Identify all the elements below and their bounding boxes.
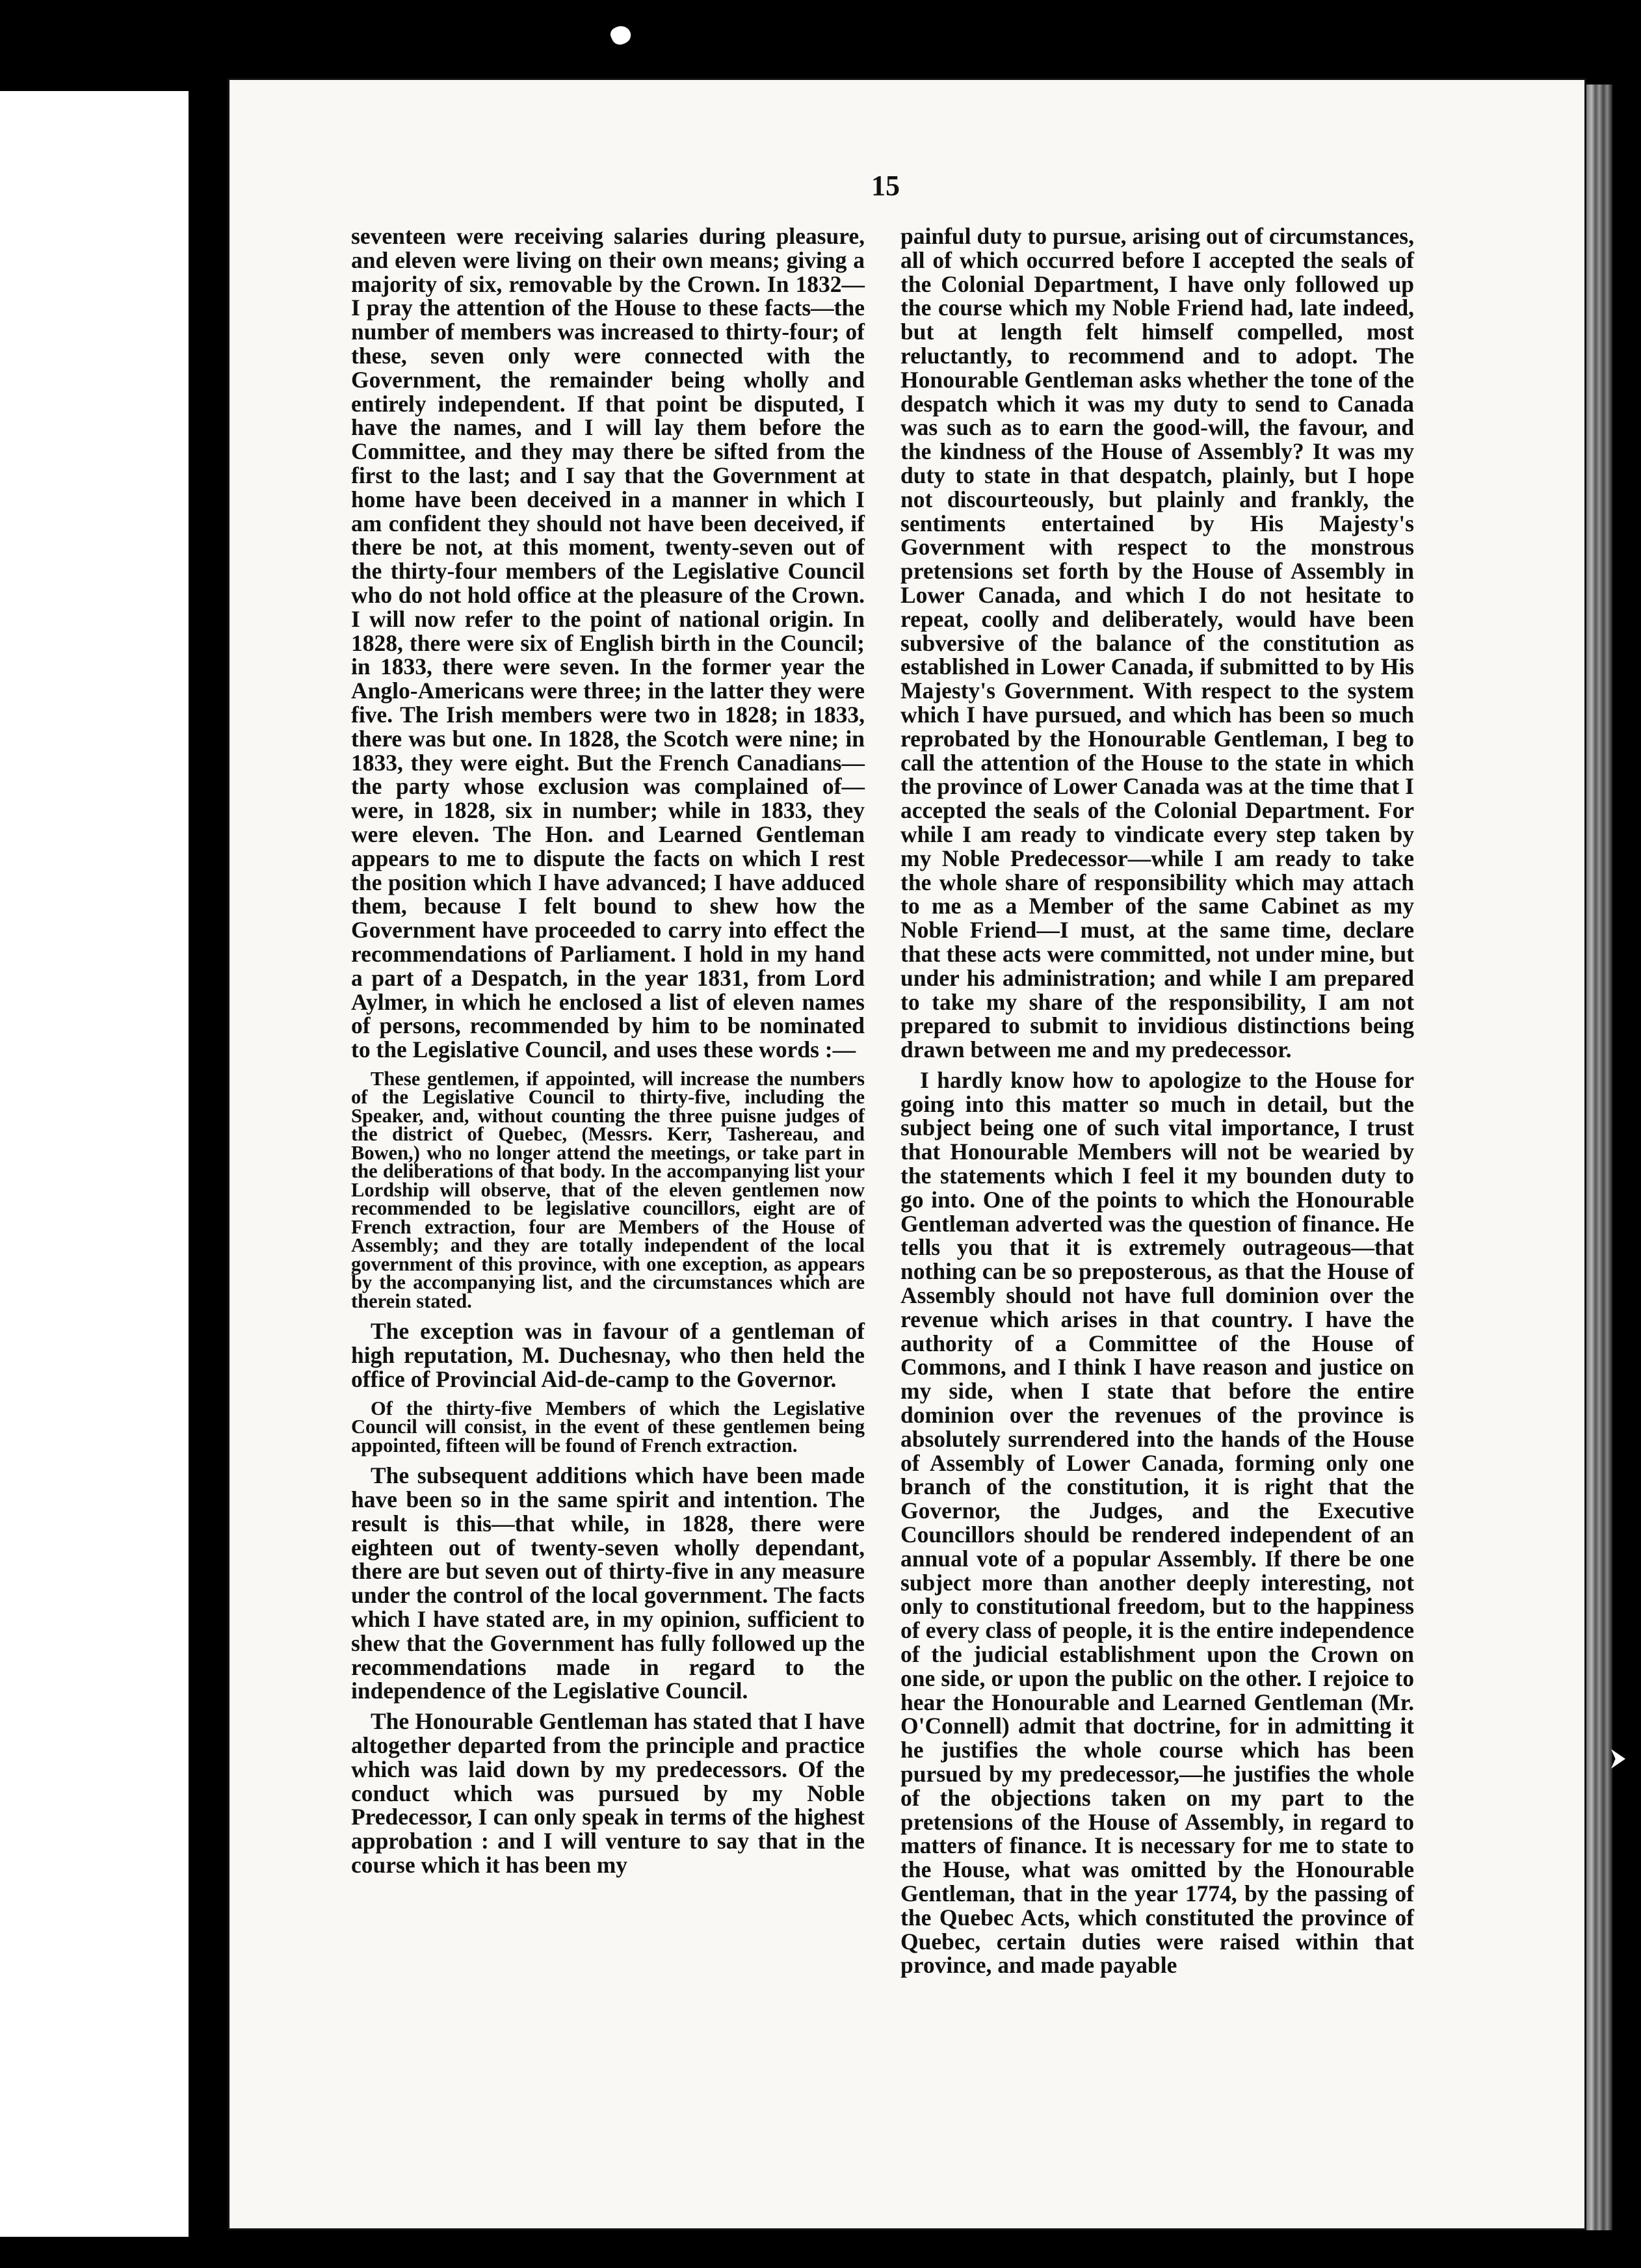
right-column <box>900 224 1414 1984</box>
quoted-despatch: These gentlemen, if appointed, will increase the numbers of the Legislative Council to thirty-five, including the Speaker, and, without counting the three puisne judges of the district of Quebec, (Messrs. Kerr, Tashereau, and Bowen,) who no longer attend the meetings, or take part in the deliberations of that body. In the accompanying list your Lordship will observe, that of the eleven gentlemen now recommended to be legislative councillors, eight are of French extraction, four are Members of the House of Assembly; and they are totally independent of the local government of this province, with one exception, as appears by the accompanying list, and the circumstances which are therein stated. <box>351 1067 865 1312</box>
quoted-despatch-2: Of the thirty-five Members of which the Legislative Council will consist, in the event of these gentlemen being appointed, fifteen will be found of French extraction. <box>351 1397 865 1457</box>
scan-arrow-mark <box>1611 1749 1625 1769</box>
paragraph: The Honourable Gentleman has stated that I have altogether departed from the principle and practice which was laid down by my predecessors. Of the conduct which was pursued by my Noble Predecessor, I can only speak in terms of the highest approbation : and I will venture to say that in the course which it has been my <box>351 1708 865 1879</box>
paragraph: The exception was in favour of a gentleman of high reputation, M. Duchesnay, who then held the office of Provincial Aid-de-camp to the Governor. <box>351 1318 865 1392</box>
paragraph: seventeen were receiving salaries during pleasure, and eleven were living on their own means; giving a majority of six, removable by the Crown. In 1832—I pray the attention of the House to these facts—the number of members was increased to thirty-four; of these, seven only were connected with the Government, the remainder being wholly and entirely independent. If that point be disputed, I have the names, and I will lay them before the Committee, and they may there be sifted from the first to the last; and I say that the Government at home have been deceived in a manner in which I am confident they should not have been deceived, if there be not, at this moment, twenty-seven out of the thirty-four members of the Legislative Council who do not hold office at the pleasure of the Crown. I will now refer to the point of national origin. In 1828, there were six of English birth in the Council; in 1833, there were seven. In the former year the Anglo-Americans were three; in the latter they were five. The Irish members were two in 1828; in 1833, there was but one. In 1828, the Scotch were nine; in 1833, they were eight. But the French Canadians—the party whose exclusion was complained of—were, in 1828, six in number; while in 1833, they were eleven. The Hon. and Learned Gentleman appears to me to dispute the facts on which I rest the position which I have advanced; I have adduced them, because I felt bound to shew how the Government have proceeded to carry into effect the recommendations of Parliament. I hold in my hand a part of a Despatch, in the year 1831, from Lord Aylmer, in which he enclosed a list of eleven names of persons, recommended by him to be nominated to the Legislative Council, and uses these words :— <box>351 223 865 1063</box>
paragraph: The subsequent additions which have been made have been so in the same spirit and intention. The result is this—that while, in 1828, there were eighteen out of twenty-seven wholly dependant, there are but seven out of thirty-five in any measure under the control of the local government. The facts which I have stated are, in my opinion, sufficient to shew that the Government has fully followed up the recommendations made in regard to the independence of the Legislative Council. <box>351 1462 865 1704</box>
facing-page-edge <box>0 91 189 2237</box>
scan-speck <box>608 23 633 47</box>
paragraph: painful duty to pursue, arising out of circumstances, all of which occurred before I accepted the seals of the Colonial Department, I have only followed up the course which my Noble Friend had, late indeed, but at length felt himself compelled, most reluctantly, to recommend and to adopt. The Honourable Gentleman asks whether the tone of the despatch which it was my duty to send to Canada was such as to earn the good-will, the favour, and the kindness of the House of Assembly? It was my duty to state in that despatch, plainly, but I hope not discourteously, but plainly and frankly, the sentiments entertained by His Majesty's Government with respect to the monstrous pretensions set forth by the House of Assembly in Lower Canada, and which I do not hesitate to repeat, coolly and deliberately, would have been subversive of the balance of the constitution as established in Lower Canada, if submitted to by His Majesty's Government. With respect to the system which I have pursued, and which has been so much reprobated by the Honourable Gentleman, I beg to call the attention of the House to the state in which the province of Lower Canada was at the time that I accepted the seals of the Colonial Department. For while I am ready to vindicate every step taken by my Noble Predecessor—while I am ready to take the whole share of responsibility which may attach to me as a Member of the same Cabinet as my Noble Friend—I must, at the same time, declare that these acts were committed, not under mine, but under his administration; and while I am prepared to take my share of the responsibility, I am not prepared to submit to invidious distinctions being drawn between me and my predecessor. <box>900 223 1414 1063</box>
paragraph: I hardly know how to apologize to the House for going into this matter so much in detail, but the subject being one of such vital importance, I trust that Honourable Members will not be wearied by the statements which I feel it my bounden duty to go into. One of the points to which the Honourable Gentleman adverted was the question of finance. He tells you that it is extremely outrageous—that nothing can be so preposterous, as that the House of Assembly should not have full dominion over the revenue which arises in that country. I have the authority of a Committee of the House of Commons, and I think I have reason and justice on my side, when I state that before the entire dominion over the revenues of the province is absolutely surrendered into the hands of the House of Assembly of Lower Canada, forming only one branch of the constitution, it is right that the Governor, the Judges, and the Executive Councillors should be rendered independent of an annual vote of a popular Assembly. If there be one subject more than another deeply interesting, not only to constitutional freedom, but to the happiness of every class of people, it is the entire independence of the judicial establishment upon the Crown on one side, or upon the public on the other. I rejoice to hear the Honourable and Learned Gentleman (Mr. O'Connell) admit that doctrine, for in admitting it he justifies the whole course which has been pursued by my predecessor,—he justifies the whole of the objections taken on my part to the pretensions of the House of Assembly, in regard to matters of finance. It is necessary for me to state to the House, what was omitted by the Honourable Gentleman, that in the year 1774, by the passing of the Quebec Acts, which constituted the province of Quebec, certain duties were raised within that province, and made payable <box>900 1066 1414 1979</box>
left-column <box>351 224 865 1884</box>
page-number: 15 <box>871 170 900 202</box>
book-fore-edge <box>1586 85 1612 2230</box>
